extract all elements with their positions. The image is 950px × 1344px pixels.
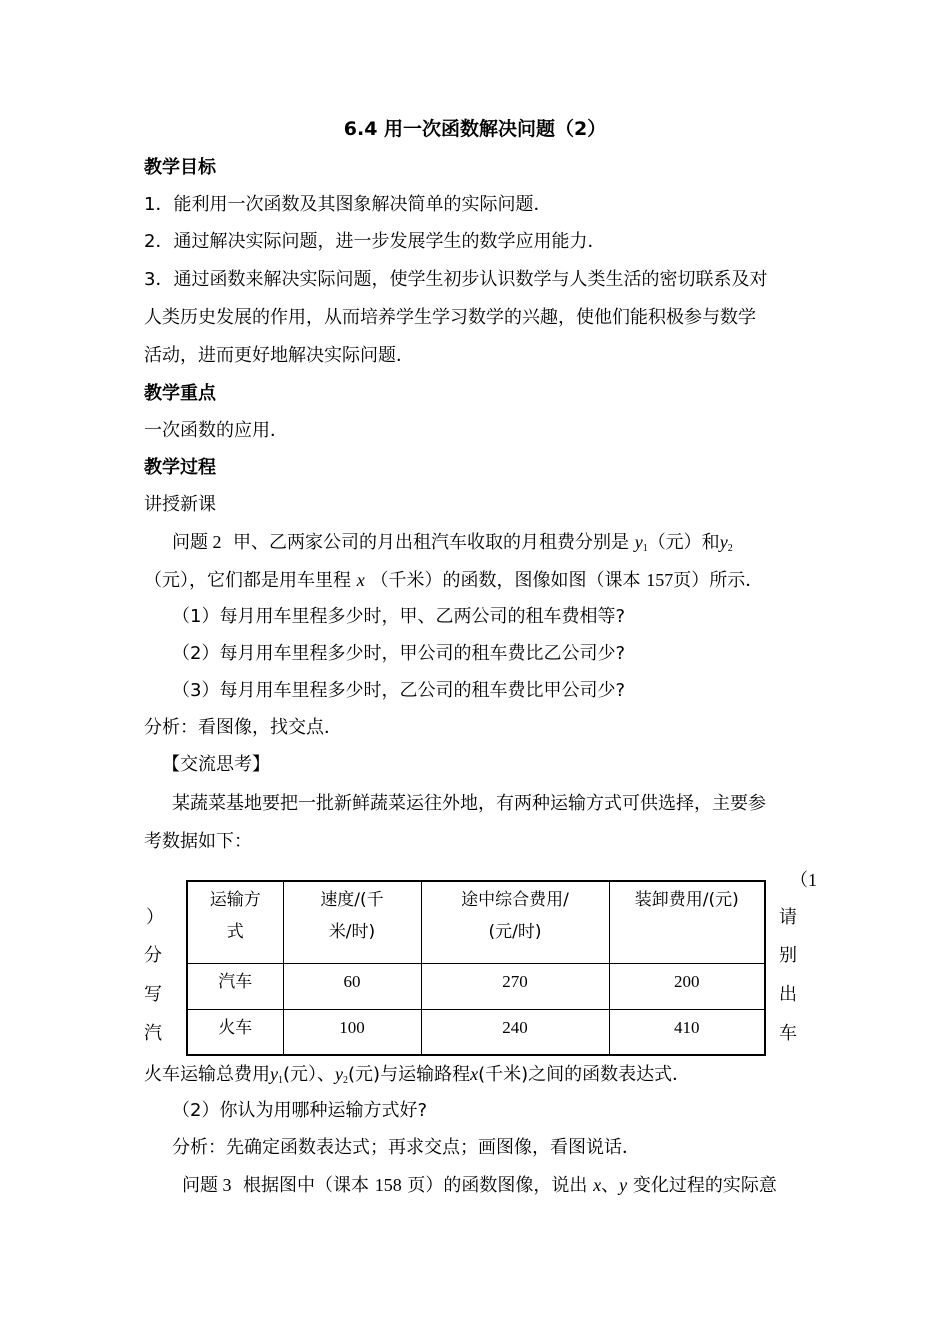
table-header-row <box>187 881 765 963</box>
table-cell: 汽车 <box>187 963 283 1009</box>
wrap-right-char: 出 <box>779 984 797 1005</box>
question-1: （1）每月用车里程多少时，甲、乙两公司的租车费相等? <box>172 606 626 627</box>
var-y: y <box>335 1064 344 1084</box>
table-header-cell <box>609 881 765 963</box>
header-line: 米/时) <box>328 922 376 942</box>
problem-2-text: 页）所示． <box>673 570 764 591</box>
header-line: 装卸费用/(元) <box>634 890 739 910</box>
problem-2-text: （元），它们都是用车里程 <box>144 570 351 591</box>
problem-3-label: 问题 3 <box>182 1175 232 1195</box>
table-cell: 200 <box>609 963 765 1009</box>
page-title: 6.4 用一次函数解决问题（2） <box>343 118 607 140</box>
subscript: 2 <box>343 1075 349 1086</box>
page-number: 158 <box>374 1175 402 1195</box>
table-header-cell <box>421 881 609 963</box>
table-cell: 火车 <box>187 1009 283 1055</box>
header-line: 速度/(千 <box>320 890 384 910</box>
goal-2: 2．通过解决实际问题，进一步发展学生的数学应用能力． <box>144 231 606 252</box>
subscript: 1 <box>642 543 648 554</box>
problem-3-sep: 、 <box>601 1175 620 1196</box>
table-cell: 60 <box>283 963 421 1009</box>
new-lesson-label: 讲授新课 <box>144 494 216 515</box>
problem-2-unit: （元）和 <box>647 532 720 553</box>
goal-3-line-3: 活动，进而更好地解决实际问题． <box>144 345 414 366</box>
goals-heading: 教学目标 <box>144 157 216 178</box>
problem-3-text: 根据图中（课本 <box>242 1175 369 1196</box>
table-header-cell <box>283 881 421 963</box>
problem-3-line <box>182 1173 777 1198</box>
table-cell: 100 <box>283 1009 421 1055</box>
wrap-left-char: ） <box>146 907 164 928</box>
exchange-line-1: 某蔬菜基地要把一批新鲜蔬菜运往外地，有两种运输方式可供选择，主要参 <box>172 793 766 814</box>
header-line: 途中综合费用/ <box>461 890 569 910</box>
header-line: 运输方 <box>209 890 261 910</box>
header-line: (元/时) <box>488 922 542 942</box>
wrap-left-char: 汽 <box>144 1023 162 1044</box>
problem-2-text: （千米）的函数，图像如图（课本 <box>370 570 641 591</box>
table-cell: 240 <box>421 1009 609 1055</box>
table-header-cell <box>187 881 283 963</box>
wrap-right-char: 车 <box>779 1023 797 1044</box>
table-row <box>187 1009 765 1055</box>
analysis-2: 分析：先确定函数表达式；再求交点；画图像，看图说话． <box>172 1137 640 1158</box>
wrap-right-char: 请 <box>779 907 797 928</box>
table-row <box>187 963 765 1009</box>
after-table-line <box>144 1062 690 1093</box>
var-y: y <box>270 1064 278 1084</box>
transport-data-table <box>186 880 766 1056</box>
problem-3-text: 页）的函数图像，说出 <box>407 1175 588 1196</box>
var-x: x <box>593 1175 602 1195</box>
after-table-text: 火车运输总费用 <box>144 1064 270 1085</box>
focus-text: 一次函数的应用． <box>144 420 288 441</box>
subscript: 1 <box>278 1075 283 1086</box>
problem-2-line-2 <box>144 568 763 593</box>
exchange-line-2: 考数据如下： <box>144 831 252 852</box>
question-transport: （2）你认为用哪种运输方式好? <box>172 1100 428 1121</box>
question-2: （2）每月用车里程多少时，甲公司的租车费比乙公司少? <box>172 643 626 664</box>
problem-2-text: 甲、乙两家公司的月出租汽车收取的月租费分别是 <box>232 532 629 553</box>
table-cell: 410 <box>609 1009 765 1055</box>
problem-2-line-1 <box>172 530 733 561</box>
wrap-right-char: 别 <box>779 945 797 966</box>
goal-3-line-2: 人类历史发展的作用，从而培养学生学习数学的兴趣，使他们能积极参与数学 <box>144 307 756 328</box>
analysis-1: 分析：看图像，找交点． <box>144 717 342 738</box>
after-table-text: (元）、 <box>283 1064 336 1085</box>
subscript: 2 <box>727 543 733 554</box>
goal-3-line-1: 3．通过函数来解决实际问题，使学生初步认识数学与人类生活的密切联系及对 <box>144 269 768 290</box>
header-line: 式 <box>226 922 244 942</box>
focus-heading: 教学重点 <box>144 383 216 404</box>
wrap-right-top: （1 <box>790 870 817 890</box>
var-x: x <box>356 570 365 590</box>
problem-3-text: 变化过程的实际意 <box>632 1175 777 1196</box>
var-y: y <box>634 532 643 552</box>
var-x: x <box>470 1064 479 1084</box>
var-y: y <box>619 1175 628 1195</box>
exchange-heading: 【交流思考】 <box>162 754 270 775</box>
var-y: y <box>719 532 728 552</box>
process-heading: 教学过程 <box>144 457 216 478</box>
wrap-left-char: 写 <box>144 984 162 1005</box>
goal-1: 1．能利用一次函数及其图象解决简单的实际问题． <box>144 194 552 215</box>
problem-2-label: 问题 2 <box>172 532 222 552</box>
table-cell: 270 <box>421 963 609 1009</box>
question-3: （3）每月用车里程多少时，乙公司的租车费比甲公司少? <box>172 680 626 701</box>
wrap-left-char: 分 <box>144 945 162 966</box>
after-table-text: (元)与运输路程 <box>348 1064 471 1085</box>
after-table-text: (千米)之间的函数表达式． <box>478 1064 691 1085</box>
page-number: 157 <box>646 570 674 590</box>
